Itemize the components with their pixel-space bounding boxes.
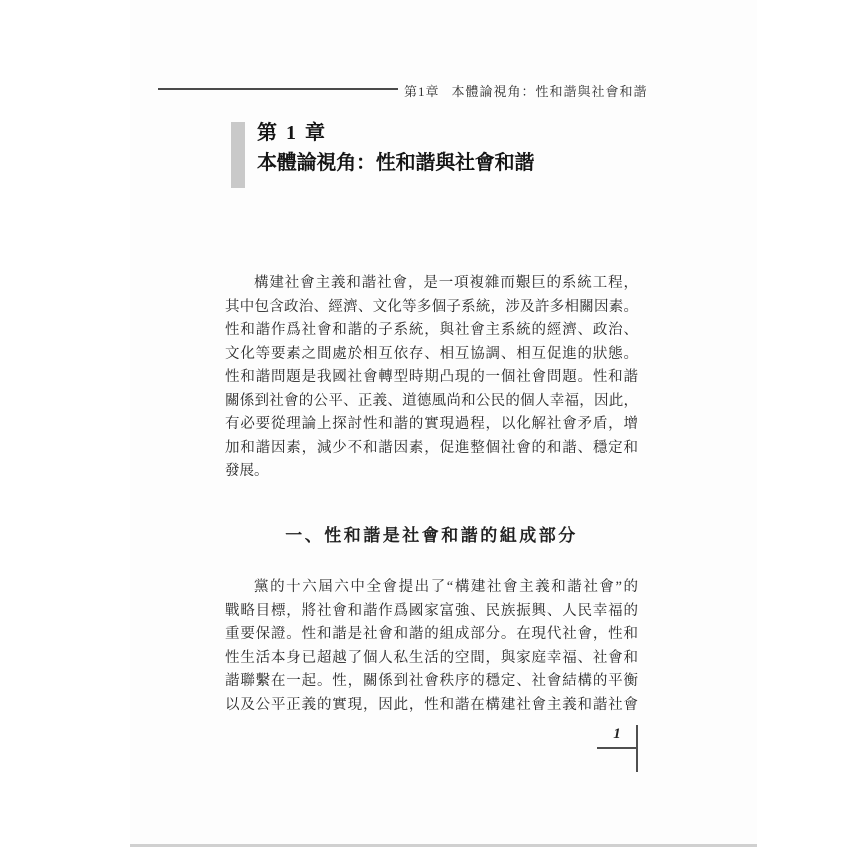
text-line: 性和諧問題是我國社會轉型時期凸現的一個社會問題。性和諧 — [225, 369, 638, 385]
section-heading: 一、性和諧是社會和諧的組成部分 — [285, 526, 578, 545]
text-line: 文化等要素之間處於相互依存、相互協調、相互促進的狀態。 — [225, 345, 638, 362]
text-line: 重要保證。性和諧是社會和諧的組成部分。在現代社會，性和 — [225, 626, 638, 642]
chapter-heading — [257, 118, 534, 178]
text-line: 性生活本身已超越了個人私生活的空間，與家庭幸福、社會和 — [225, 649, 638, 666]
text-line: 黨的十六屆六中全會提出了“構建社會主義和諧社會”的 — [254, 579, 638, 595]
running-header-chapter-title: 本體論視角：性和諧與社會和諧 — [451, 84, 648, 99]
text-line: 構建社會主義和諧社會，是一項複雜而艱巨的系統工程， — [254, 275, 638, 291]
text-line: 有必要從理論上探討性和諧的實現過程，以化解社會矛盾，增 — [225, 416, 638, 432]
body-paragraph-2 — [225, 576, 638, 717]
page-number: 1 — [613, 726, 621, 742]
running-header — [404, 81, 648, 100]
text-line: 發展。 — [225, 463, 269, 479]
text-line: 關係到社會的公平、正義、道德風尚和公民的個人幸福，因此， — [225, 392, 638, 409]
footer-horizontal-rule — [597, 747, 638, 749]
chapter-title: 本體論視角：性和諧與社會和諧 — [257, 152, 535, 174]
text-line: 以及公平正義的實現，因此，性和諧在構建社會主義和諧社會 — [225, 696, 638, 713]
text-line: 加和諧因素，減少不和諧因素，促進整個社會的和諧、穩定和 — [225, 439, 638, 456]
chapter-accent-bar — [231, 122, 245, 188]
running-header-rule — [158, 88, 398, 90]
footer-vertical-rule — [636, 725, 638, 772]
running-header-chapter-label: 第1章 — [404, 84, 440, 99]
text-line: 諧聯繫在一起。性，關係到社會秩序的穩定、社會結構的平衡 — [225, 673, 638, 689]
chapter-number: 第 1 章 — [257, 122, 327, 144]
body-paragraph-1 — [225, 272, 638, 484]
text-line: 戰略目標，將社會和諧作爲國家富強、民族振興、人民幸福的 — [225, 602, 638, 619]
text-line: 其中包含政治、經濟、文化等多個子系統，涉及許多相關因素。 — [225, 298, 638, 315]
text-line: 性和諧作爲社會和諧的子系統，與社會主系統的經濟、政治、 — [225, 322, 638, 338]
